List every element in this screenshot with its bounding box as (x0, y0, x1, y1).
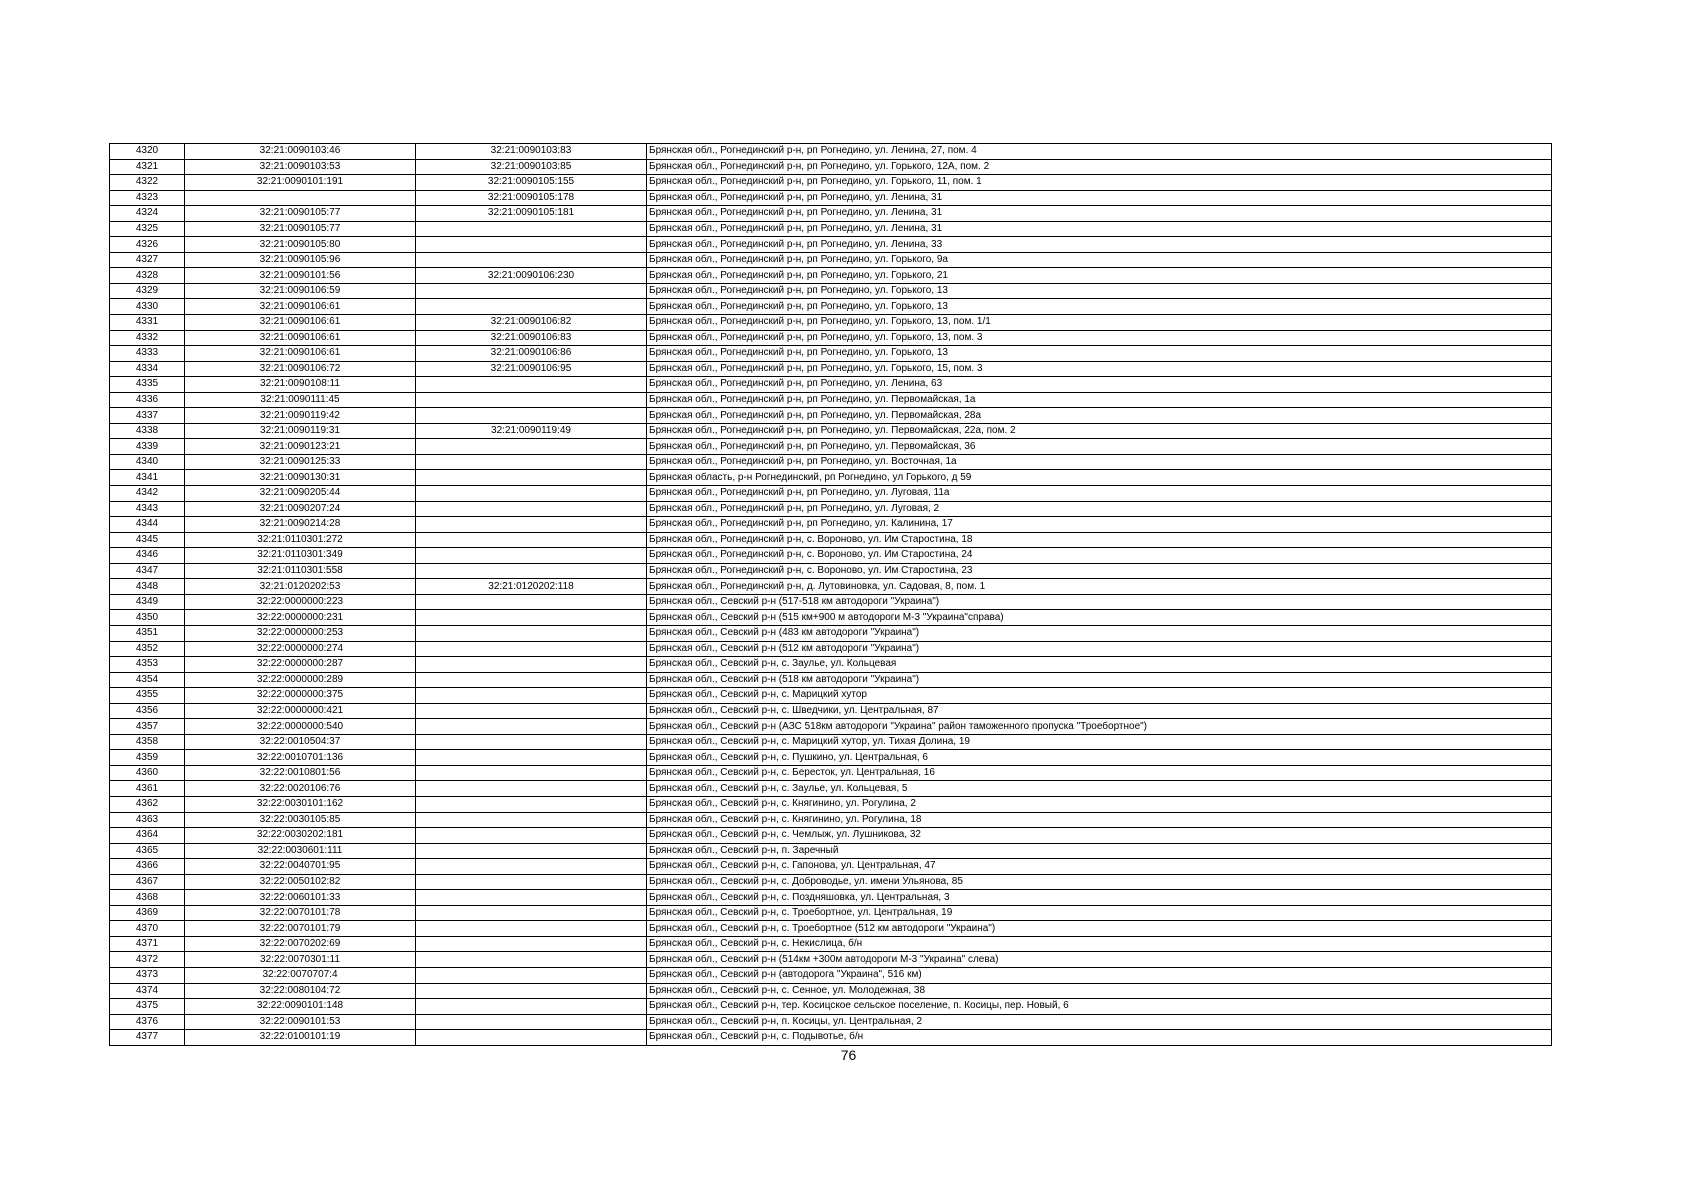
row-number-cell: 4345 (110, 532, 185, 548)
land-cadastral-number-cell: 32:21:0090123:21 (185, 439, 416, 455)
land-cadastral-number-cell: 32:22:0000000:231 (185, 610, 416, 626)
row-number-cell: 4347 (110, 563, 185, 579)
table-row (110, 750, 1552, 766)
table-row (110, 439, 1552, 455)
object-cadastral-number-cell (416, 594, 647, 610)
object-cadastral-number-cell (416, 470, 647, 486)
table-row (110, 890, 1552, 906)
row-number-cell: 4359 (110, 750, 185, 766)
land-cadastral-number-cell: 32:22:0000000:421 (185, 703, 416, 719)
land-cadastral-number-cell: 32:21:0090101:56 (185, 268, 416, 284)
object-cadastral-number-cell (416, 625, 647, 641)
land-cadastral-number-cell: 32:21:0090105:96 (185, 252, 416, 268)
table-row (110, 423, 1552, 439)
address-cell: Брянская обл., Рогнединский р-н, с. Вороново, ул. Им Старостина, 23 (647, 563, 1552, 579)
object-cadastral-number-cell (416, 252, 647, 268)
row-number-cell: 4370 (110, 921, 185, 937)
object-cadastral-number-cell (416, 859, 647, 875)
row-number-cell: 4356 (110, 703, 185, 719)
address-cell: Брянская обл., Рогнединский р-н, рп Рогнедино, ул. Горького, 13, пом. 3 (647, 330, 1552, 346)
land-cadastral-number-cell: 32:22:0000000:223 (185, 594, 416, 610)
address-cell: Брянская обл., Севский р-н, с. Бересток, ул. Центральная, 16 (647, 765, 1552, 781)
land-cadastral-number-cell: 32:22:0020106:76 (185, 781, 416, 797)
table-row (110, 470, 1552, 486)
object-cadastral-number-cell (416, 501, 647, 517)
object-cadastral-number-cell (416, 548, 647, 564)
address-cell: Брянская обл., Севский р-н, п. Заречный (647, 843, 1552, 859)
table-row (110, 346, 1552, 362)
address-cell: Брянская обл., Рогнединский р-н, рп Рогнедино, ул. Восточная, 1а (647, 454, 1552, 470)
table-row (110, 936, 1552, 952)
table-row (110, 874, 1552, 890)
table-row (110, 688, 1552, 704)
row-number-cell: 4330 (110, 299, 185, 315)
row-number-cell: 4376 (110, 1014, 185, 1030)
table-row (110, 548, 1552, 564)
row-number-cell: 4353 (110, 657, 185, 673)
land-cadastral-number-cell: 32:21:0090106:72 (185, 361, 416, 377)
address-cell: Брянская обл., Севский р-н, с. Троебортное, ул. Центральная, 19 (647, 905, 1552, 921)
land-cadastral-number-cell: 32:22:0010701:136 (185, 750, 416, 766)
land-cadastral-number-cell: 32:21:0090125:33 (185, 454, 416, 470)
object-cadastral-number-cell (416, 532, 647, 548)
table-row (110, 999, 1552, 1015)
row-number-cell: 4360 (110, 765, 185, 781)
land-cadastral-number-cell: 32:21:0090106:61 (185, 299, 416, 315)
object-cadastral-number-cell (416, 812, 647, 828)
row-number-cell: 4364 (110, 828, 185, 844)
table-row (110, 454, 1552, 470)
row-number-cell: 4329 (110, 283, 185, 299)
address-cell: Брянская обл., Рогнединский р-н, рп Рогнедино, ул. Ленина, 31 (647, 221, 1552, 237)
address-cell: Брянская обл., Рогнединский р-н, рп Рогнедино, ул. Калинина, 17 (647, 517, 1552, 533)
table-row (110, 1014, 1552, 1030)
table-row (110, 1030, 1552, 1046)
table-row (110, 175, 1552, 191)
registry-table-body (110, 144, 1552, 1046)
address-cell: Брянская обл., Севский р-н, с. Некислица, б/н (647, 936, 1552, 952)
address-cell: Брянская обл., Рогнединский р-н, рп Рогнедино, ул. Горького, 11, пом. 1 (647, 175, 1552, 191)
address-cell: Брянская обл., Севский р-н, с. Чемлыж, ул. Лушникова, 32 (647, 828, 1552, 844)
row-number-cell: 4339 (110, 439, 185, 455)
object-cadastral-number-cell: 32:21:0090105:155 (416, 175, 647, 191)
address-cell: Брянская область, р-н Рогнединский, рп Рогнедино, ул Горького, д 59 (647, 470, 1552, 486)
land-cadastral-number-cell: 32:22:0090101:53 (185, 1014, 416, 1030)
table-row (110, 952, 1552, 968)
row-number-cell: 4369 (110, 905, 185, 921)
land-cadastral-number-cell: 32:21:0090119:42 (185, 408, 416, 424)
address-cell: Брянская обл., Севский р-н (514км +300м автодороги М-3 "Украина" слева) (647, 952, 1552, 968)
land-cadastral-number-cell: 32:22:0010801:56 (185, 765, 416, 781)
table-row (110, 206, 1552, 222)
address-cell: Брянская обл., Севский р-н (АЗС 518км автодороги "Украина" район таможенного пропуска "Троебортное") (647, 719, 1552, 735)
object-cadastral-number-cell (416, 734, 647, 750)
table-row (110, 967, 1552, 983)
address-cell: Брянская обл., Севский р-н, с. Марицкий хутор (647, 688, 1552, 704)
address-cell: Брянская обл., Рогнединский р-н, рп Рогнедино, ул. Горького, 13 (647, 346, 1552, 362)
object-cadastral-number-cell (416, 299, 647, 315)
object-cadastral-number-cell (416, 486, 647, 502)
row-number-cell: 4325 (110, 221, 185, 237)
table-row (110, 377, 1552, 393)
table-row (110, 144, 1552, 160)
address-cell: Брянская обл., Рогнединский р-н, рп Рогнедино, ул. Луговая, 11а (647, 486, 1552, 502)
row-number-cell: 4365 (110, 843, 185, 859)
table-row (110, 672, 1552, 688)
land-cadastral-number-cell: 32:22:0000000:253 (185, 625, 416, 641)
land-cadastral-number-cell: 32:22:0090101:148 (185, 999, 416, 1015)
table-row (110, 579, 1552, 595)
address-cell: Брянская обл., Севский р-н, с. Сенное, ул. Молодежная, 38 (647, 983, 1552, 999)
object-cadastral-number-cell (416, 641, 647, 657)
land-cadastral-number-cell: 32:22:0070301:11 (185, 952, 416, 968)
address-cell: Брянская обл., Севский р-н, с. Марицкий хутор, ул. Тихая Долина, 19 (647, 734, 1552, 750)
table-row (110, 625, 1552, 641)
land-cadastral-number-cell: 32:21:0110301:272 (185, 532, 416, 548)
address-cell: Брянская обл., Рогнединский р-н, рп Рогнедино, ул. Горького, 9а (647, 252, 1552, 268)
land-cadastral-number-cell: 32:22:0010504:37 (185, 734, 416, 750)
object-cadastral-number-cell (416, 999, 647, 1015)
row-number-cell: 4335 (110, 377, 185, 393)
address-cell: Брянская обл., Рогнединский р-н, с. Вороново, ул. Им Старостина, 24 (647, 548, 1552, 564)
land-cadastral-number-cell: 32:22:0070707:4 (185, 967, 416, 983)
land-cadastral-number-cell: 32:22:0030101:162 (185, 796, 416, 812)
row-number-cell: 4375 (110, 999, 185, 1015)
object-cadastral-number-cell (416, 843, 647, 859)
table-row (110, 268, 1552, 284)
table-row (110, 828, 1552, 844)
table-row (110, 299, 1552, 315)
land-cadastral-number-cell: 32:21:0090105:77 (185, 221, 416, 237)
object-cadastral-number-cell: 32:21:0090103:83 (416, 144, 647, 160)
land-cadastral-number-cell: 32:21:0090103:53 (185, 159, 416, 175)
object-cadastral-number-cell: 32:21:0090106:95 (416, 361, 647, 377)
land-cadastral-number-cell: 32:21:0090111:45 (185, 392, 416, 408)
land-cadastral-number-cell: 32:22:0050102:82 (185, 874, 416, 890)
row-number-cell: 4368 (110, 890, 185, 906)
object-cadastral-number-cell (416, 221, 647, 237)
address-cell: Брянская обл., Севский р-н (518 км автодороги "Украина") (647, 672, 1552, 688)
address-cell: Брянская обл., Рогнединский р-н, рп Рогнедино, ул. Горького, 13 (647, 283, 1552, 299)
row-number-cell: 4337 (110, 408, 185, 424)
row-number-cell: 4361 (110, 781, 185, 797)
address-cell: Брянская обл., Севский р-н, с. Гапонова, ул. Центральная, 47 (647, 859, 1552, 875)
address-cell: Брянская обл., Рогнединский р-н, рп Рогнедино, ул. Горького, 15, пом. 3 (647, 361, 1552, 377)
table-row (110, 190, 1552, 206)
land-cadastral-number-cell: 32:22:0000000:540 (185, 719, 416, 735)
row-number-cell: 4351 (110, 625, 185, 641)
table-row (110, 517, 1552, 533)
page-number: 76 (840, 1047, 857, 1063)
object-cadastral-number-cell (416, 517, 647, 533)
row-number-cell: 4344 (110, 517, 185, 533)
address-cell: Брянская обл., Севский р-н, тер. Косицское сельское поселение, п. Косицы, пер. Новый, 6 (647, 999, 1552, 1015)
row-number-cell: 4374 (110, 983, 185, 999)
object-cadastral-number-cell (416, 657, 647, 673)
row-number-cell: 4342 (110, 486, 185, 502)
object-cadastral-number-cell: 32:21:0090103:85 (416, 159, 647, 175)
object-cadastral-number-cell (416, 936, 647, 952)
object-cadastral-number-cell (416, 563, 647, 579)
object-cadastral-number-cell (416, 890, 647, 906)
table-row (110, 812, 1552, 828)
table-row (110, 361, 1552, 377)
land-cadastral-number-cell: 32:22:0030601:111 (185, 843, 416, 859)
object-cadastral-number-cell (416, 765, 647, 781)
object-cadastral-number-cell (416, 408, 647, 424)
row-number-cell: 4377 (110, 1030, 185, 1046)
row-number-cell: 4343 (110, 501, 185, 517)
land-cadastral-number-cell: 32:21:0090106:61 (185, 346, 416, 362)
address-cell: Брянская обл., Рогнединский р-н, рп Рогнедино, ул. Ленина, 63 (647, 377, 1552, 393)
land-cadastral-number-cell: 32:22:0030202:181 (185, 828, 416, 844)
address-cell: Брянская обл., Севский р-н, с. Доброводье, ул. имени Ульянова, 85 (647, 874, 1552, 890)
land-cadastral-number-cell: 32:22:0070202:69 (185, 936, 416, 952)
land-cadastral-number-cell (185, 190, 416, 206)
address-cell: Брянская обл., Севский р-н (515 км+900 м автодороги М-3 "Украина"справа) (647, 610, 1552, 626)
row-number-cell: 4331 (110, 315, 185, 331)
table-row (110, 781, 1552, 797)
row-number-cell: 4334 (110, 361, 185, 377)
table-row (110, 983, 1552, 999)
address-cell: Брянская обл., Рогнединский р-н, рп Рогнедино, ул. Ленина, 31 (647, 190, 1552, 206)
table-row (110, 843, 1552, 859)
land-cadastral-number-cell: 32:21:0090205:44 (185, 486, 416, 502)
table-row (110, 610, 1552, 626)
object-cadastral-number-cell (416, 967, 647, 983)
address-cell: Брянская обл., Рогнединский р-н, рп Рогнедино, ул. Луговая, 2 (647, 501, 1552, 517)
address-cell: Брянская обл., Севский р-н, с. Княгинино, ул. Рогулина, 18 (647, 812, 1552, 828)
address-cell: Брянская обл., Севский р-н, с. Троебортное (512 км автодороги "Украина") (647, 921, 1552, 937)
land-cadastral-number-cell: 32:21:0110301:558 (185, 563, 416, 579)
registry-sheet (109, 143, 1551, 1046)
row-number-cell: 4328 (110, 268, 185, 284)
address-cell: Брянская обл., Рогнединский р-н, рп Рогнедино, ул. Первомайская, 28а (647, 408, 1552, 424)
table-row (110, 221, 1552, 237)
land-cadastral-number-cell: 32:21:0120202:53 (185, 579, 416, 595)
land-cadastral-number-cell: 32:22:0060101:33 (185, 890, 416, 906)
land-cadastral-number-cell: 32:22:0040701:95 (185, 859, 416, 875)
land-cadastral-number-cell: 32:22:0030105:85 (185, 812, 416, 828)
table-row (110, 563, 1552, 579)
row-number-cell: 4346 (110, 548, 185, 564)
land-cadastral-number-cell: 32:22:0000000:375 (185, 688, 416, 704)
row-number-cell: 4341 (110, 470, 185, 486)
object-cadastral-number-cell (416, 610, 647, 626)
object-cadastral-number-cell (416, 952, 647, 968)
land-cadastral-number-cell: 32:21:0090101:191 (185, 175, 416, 191)
object-cadastral-number-cell (416, 983, 647, 999)
address-cell: Брянская обл., Рогнединский р-н, рп Рогнедино, ул. Первомайская, 1а (647, 392, 1552, 408)
table-row (110, 921, 1552, 937)
table-row (110, 859, 1552, 875)
address-cell: Брянская обл., Рогнединский р-н, рп Рогнедино, ул. Горького, 13 (647, 299, 1552, 315)
land-cadastral-number-cell: 32:21:0090106:61 (185, 330, 416, 346)
table-row (110, 703, 1552, 719)
land-cadastral-number-cell: 32:21:0090106:59 (185, 283, 416, 299)
row-number-cell: 4366 (110, 859, 185, 875)
land-cadastral-number-cell: 32:22:0000000:289 (185, 672, 416, 688)
row-number-cell: 4332 (110, 330, 185, 346)
row-number-cell: 4358 (110, 734, 185, 750)
registry-table (109, 143, 1552, 1046)
address-cell: Брянская обл., Рогнединский р-н, рп Рогнедино, ул. Ленина, 33 (647, 237, 1552, 253)
table-row (110, 796, 1552, 812)
row-number-cell: 4323 (110, 190, 185, 206)
table-row (110, 486, 1552, 502)
land-cadastral-number-cell: 32:21:0090105:77 (185, 206, 416, 222)
land-cadastral-number-cell: 32:22:0000000:287 (185, 657, 416, 673)
table-row (110, 719, 1552, 735)
address-cell: Брянская обл., Севский р-н, с. Заулье, ул. Кольцевая (647, 657, 1552, 673)
object-cadastral-number-cell: 32:21:0090106:86 (416, 346, 647, 362)
address-cell: Брянская обл., Рогнединский р-н, д. Лутовиновка, ул. Садовая, 8, пом. 1 (647, 579, 1552, 595)
object-cadastral-number-cell: 32:21:0090105:178 (416, 190, 647, 206)
row-number-cell: 4322 (110, 175, 185, 191)
land-cadastral-number-cell: 32:21:0090119:31 (185, 423, 416, 439)
object-cadastral-number-cell (416, 796, 647, 812)
table-row (110, 237, 1552, 253)
object-cadastral-number-cell (416, 750, 647, 766)
address-cell: Брянская обл., Севский р-н, с. Пушкино, ул. Центральная, 6 (647, 750, 1552, 766)
row-number-cell: 4348 (110, 579, 185, 595)
row-number-cell: 4367 (110, 874, 185, 890)
address-cell: Брянская обл., Севский р-н, с. Поздняшовка, ул. Центральная, 3 (647, 890, 1552, 906)
object-cadastral-number-cell: 32:21:0090106:230 (416, 268, 647, 284)
address-cell: Брянская обл., Рогнединский р-н, рп Рогнедино, ул. Ленина, 31 (647, 206, 1552, 222)
row-number-cell: 4324 (110, 206, 185, 222)
object-cadastral-number-cell: 32:21:0090119:49 (416, 423, 647, 439)
row-number-cell: 4336 (110, 392, 185, 408)
table-row (110, 392, 1552, 408)
row-number-cell: 4350 (110, 610, 185, 626)
address-cell: Брянская обл., Севский р-н (483 км автодороги "Украина") (647, 625, 1552, 641)
object-cadastral-number-cell (416, 719, 647, 735)
object-cadastral-number-cell (416, 1030, 647, 1046)
land-cadastral-number-cell: 32:21:0090207:24 (185, 501, 416, 517)
land-cadastral-number-cell: 32:21:0090105:80 (185, 237, 416, 253)
row-number-cell: 4357 (110, 719, 185, 735)
table-row (110, 252, 1552, 268)
table-row (110, 283, 1552, 299)
land-cadastral-number-cell: 32:21:0090103:46 (185, 144, 416, 160)
row-number-cell: 4321 (110, 159, 185, 175)
land-cadastral-number-cell: 32:21:0090106:61 (185, 315, 416, 331)
row-number-cell: 4333 (110, 346, 185, 362)
land-cadastral-number-cell: 32:21:0090214:28 (185, 517, 416, 533)
table-row (110, 330, 1552, 346)
row-number-cell: 4338 (110, 423, 185, 439)
row-number-cell: 4326 (110, 237, 185, 253)
address-cell: Брянская обл., Рогнединский р-н, рп Рогнедино, ул. Горького, 21 (647, 268, 1552, 284)
land-cadastral-number-cell: 32:22:0070101:78 (185, 905, 416, 921)
row-number-cell: 4363 (110, 812, 185, 828)
table-row (110, 765, 1552, 781)
table-row (110, 408, 1552, 424)
land-cadastral-number-cell: 32:22:0000000:274 (185, 641, 416, 657)
object-cadastral-number-cell (416, 828, 647, 844)
table-row (110, 159, 1552, 175)
table-row (110, 532, 1552, 548)
address-cell: Брянская обл., Рогнединский р-н, рп Рогнедино, ул. Горького, 12А, пом. 2 (647, 159, 1552, 175)
row-number-cell: 4354 (110, 672, 185, 688)
object-cadastral-number-cell (416, 781, 647, 797)
row-number-cell: 4355 (110, 688, 185, 704)
row-number-cell: 4362 (110, 796, 185, 812)
land-cadastral-number-cell: 32:21:0090108:11 (185, 377, 416, 393)
row-number-cell: 4349 (110, 594, 185, 610)
table-row (110, 594, 1552, 610)
land-cadastral-number-cell: 32:22:0070101:79 (185, 921, 416, 937)
object-cadastral-number-cell (416, 672, 647, 688)
address-cell: Брянская обл., Рогнединский р-н, рп Рогнедино, ул. Первомайская, 36 (647, 439, 1552, 455)
object-cadastral-number-cell (416, 283, 647, 299)
row-number-cell: 4373 (110, 967, 185, 983)
object-cadastral-number-cell (416, 688, 647, 704)
object-cadastral-number-cell: 32:21:0090106:83 (416, 330, 647, 346)
land-cadastral-number-cell: 32:22:0080104:72 (185, 983, 416, 999)
address-cell: Брянская обл., Севский р-н (автодорога "Украина", 516 км) (647, 967, 1552, 983)
address-cell: Брянская обл., Рогнединский р-н, с. Вороново, ул. Им Старостина, 18 (647, 532, 1552, 548)
object-cadastral-number-cell (416, 1014, 647, 1030)
table-row (110, 641, 1552, 657)
object-cadastral-number-cell (416, 237, 647, 253)
address-cell: Брянская обл., Севский р-н, с. Заулье, ул. Кольцевая, 5 (647, 781, 1552, 797)
object-cadastral-number-cell (416, 439, 647, 455)
object-cadastral-number-cell (416, 392, 647, 408)
object-cadastral-number-cell (416, 377, 647, 393)
row-number-cell: 4320 (110, 144, 185, 160)
table-row (110, 315, 1552, 331)
row-number-cell: 4340 (110, 454, 185, 470)
object-cadastral-number-cell: 32:21:0120202:118 (416, 579, 647, 595)
object-cadastral-number-cell (416, 921, 647, 937)
address-cell: Брянская обл., Севский р-н, с. Подывотье, б/н (647, 1030, 1552, 1046)
table-row (110, 905, 1552, 921)
land-cadastral-number-cell: 32:21:0110301:349 (185, 548, 416, 564)
row-number-cell: 4327 (110, 252, 185, 268)
address-cell: Брянская обл., Севский р-н (512 км автодороги "Украина") (647, 641, 1552, 657)
land-cadastral-number-cell: 32:22:0100101:19 (185, 1030, 416, 1046)
address-cell: Брянская обл., Севский р-н, п. Косицы, ул. Центральная, 2 (647, 1014, 1552, 1030)
address-cell: Брянская обл., Рогнединский р-н, рп Рогнедино, ул. Горького, 13, пом. 1/1 (647, 315, 1552, 331)
object-cadastral-number-cell (416, 874, 647, 890)
address-cell: Брянская обл., Рогнединский р-н, рп Рогнедино, ул. Первомайская, 22а, пом. 2 (647, 423, 1552, 439)
object-cadastral-number-cell: 32:21:0090106:82 (416, 315, 647, 331)
row-number-cell: 4372 (110, 952, 185, 968)
object-cadastral-number-cell (416, 454, 647, 470)
table-row (110, 501, 1552, 517)
address-cell: Брянская обл., Рогнединский р-н, рп Рогнедино, ул. Ленина, 27, пом. 4 (647, 144, 1552, 160)
row-number-cell: 4371 (110, 936, 185, 952)
object-cadastral-number-cell (416, 703, 647, 719)
land-cadastral-number-cell: 32:21:0090130:31 (185, 470, 416, 486)
row-number-cell: 4352 (110, 641, 185, 657)
address-cell: Брянская обл., Севский р-н (517-518 км автодороги "Украина") (647, 594, 1552, 610)
object-cadastral-number-cell (416, 905, 647, 921)
object-cadastral-number-cell: 32:21:0090105:181 (416, 206, 647, 222)
table-row (110, 734, 1552, 750)
table-row (110, 657, 1552, 673)
address-cell: Брянская обл., Севский р-н, с. Княгинино, ул. Рогулина, 2 (647, 796, 1552, 812)
address-cell: Брянская обл., Севский р-н, с. Шведчики, ул. Центральная, 87 (647, 703, 1552, 719)
